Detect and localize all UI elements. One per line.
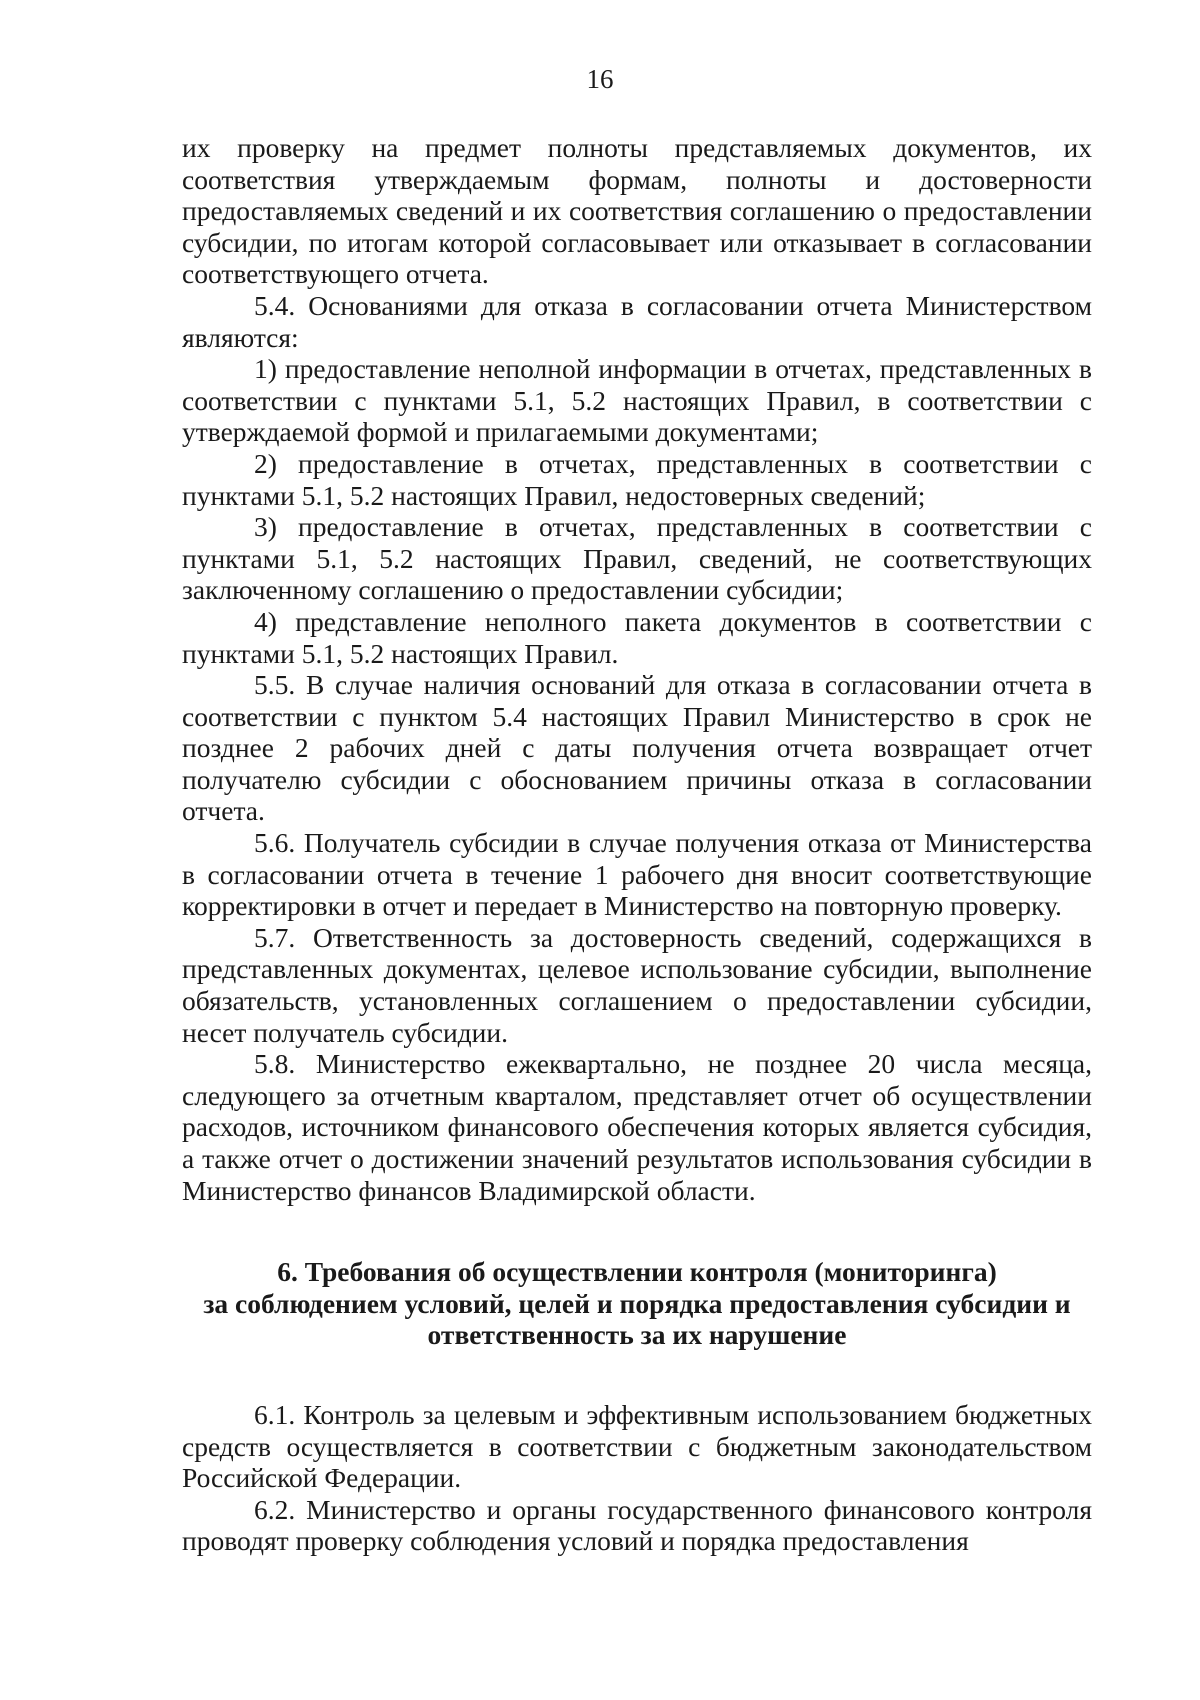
list-item: 2) предоставление в отчетах, представленных в соответствии с пунктами 5.1, 5.2 настоящих Правил, недостоверных сведений; [182,447,1092,511]
list-item: 1) предоставление неполной информации в отчетах, представленных в соответствии с пунктами 5.1, 5.2 настоящих Правил, в соответствии с утверждаемой формой и прилагаемыми документами; [182,353,1092,448]
page-number: 16 [586,64,614,94]
list-item: 3) предоставление в отчетах, представленных в соответствии с пунктами 5.1, 5.2 настоящих Правил, сведений, не соответствующих заключенному соглашению о предоставлении субсидии; [182,511,1092,606]
paragraph: 5.7. Ответственность за достоверность сведений, содержащихся в представленных документах, целевое использование субсидии, выполнение обязательств, установленных соглашением о предоставлении субсидии, несет получатель субсидии. [182,921,1092,1048]
paragraph: 5.8. Министерство ежеквартально, не позднее 20 числа месяца, следующего за отчетным кварталом, представляет отчет об осуществлении расходов, источником финансового обеспечения которых является субсидия, а также отчет о достижении значений результатов использования субсидии в Министерство финансов Владимирской области. [182,1048,1092,1206]
section-6-heading [182,1256,1092,1351]
document-body [182,132,1092,1557]
heading-line: за соблюдением условий, целей и порядка предоставления субсидии и [203,1287,1071,1319]
heading-line: ответственность за их нарушение [427,1319,847,1351]
heading-line: 6. Требования об осуществлении контроля (мониторинга) [277,1256,997,1288]
paragraph: 6.2. Министерство и органы государственного финансового контроля проводят проверку соблюдения условий и порядка предоставления [182,1493,1092,1557]
paragraph: 6.1. Контроль за целевым и эффективным использованием бюджетных средств осуществляется в соответствии с бюджетным законодательством Российской Федерации. [182,1398,1092,1494]
section-6-body [182,1399,1092,1557]
paragraph: 5.6. Получатель субсидии в случае получения отказа от Министерства в согласовании отчета в течение 1 рабочего дня вносит соответствующие корректировки в отчет и передает в Министерство на повторную проверку. [182,827,1092,922]
paragraph: 5.4. Основаниями для отказа в согласовании отчета Министерством являются: [182,289,1092,353]
paragraph: 5.5. В случае наличия оснований для отказа в согласовании отчета в соответствии с пунктом 5.4 настоящих Правил Министерство в срок не позднее 2 рабочих дней с даты получения отчета возвращает отчет получателю субсидии с обоснованием причины отказа в согласовании отчета. [182,669,1092,827]
list-item: 4) представление неполного пакета документов в соответствии с пунктами 5.1, 5.2 настоящих Правил. [182,605,1092,669]
paragraph: их проверку на предмет полноты представляемых документов, их соответствия утверждаемым формам, полноты и достоверности предоставляемых сведений и их соответствия соглашению о предоставлении субсидии, по итогам которой согласовывает или отказывает в согласовании соответствующего отчета. [182,132,1092,290]
section-5-continuation [182,132,1092,1206]
